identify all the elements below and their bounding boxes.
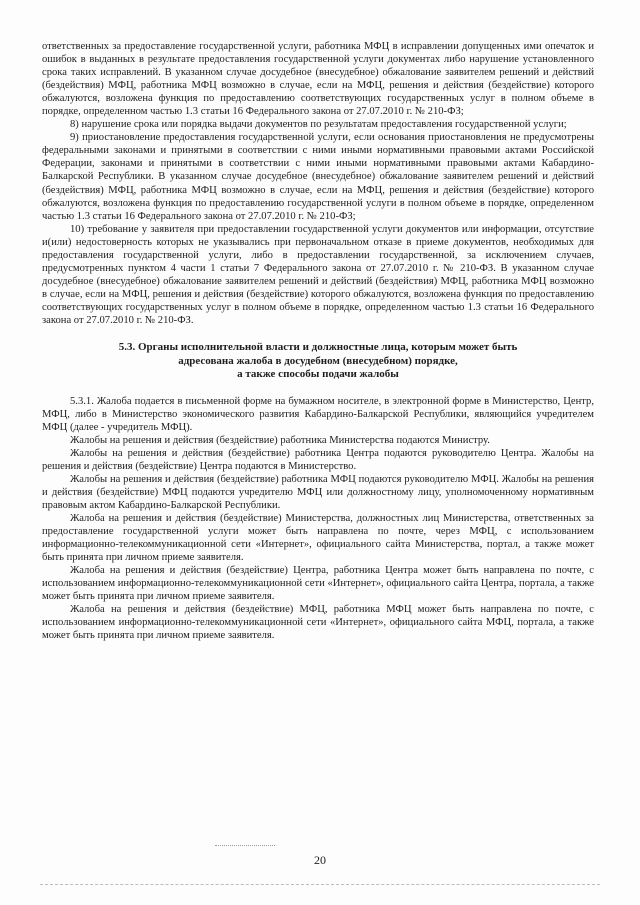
- page-number: 20: [314, 853, 326, 867]
- paragraph-5-3-1: 5.3.1. Жалоба подается в письменной форме на бумажном носителе, в электронной форме в Министерство, Центр, МФЦ, либо в Министерство экономического развития Кабардино-Балкарской Республики, являющийся учредителем МФЦ (далее - учредитель МФЦ).: [42, 395, 594, 433]
- paragraph-continuation: ответственных за предоставление государственной услуги, работника МФЦ в исправлении допущенных ими опечаток и ошибок в выданных в результате предоставления государственной услуги документах либо нарушение установленного срока таких исправлений. В указанном случае досудебное (внесудебное) обжалование заявителем решений и действий (бездействия) МФЦ, работника МФЦ возможно в случае, если на МФЦ, решения и действия (бездействие) которого обжалуются, возложена функция по предоставлению соответствующих государственных услуг в полном объеме в порядке, определенном частью 1.3 статьи 16 Федерального закона от 27.07.2010 г. № 210-ФЗ;: [42, 41, 594, 118]
- scan-dotted-mark: [215, 845, 275, 846]
- paragraph-center-complaints: Жалобы на решения и действия (бездействие) работника Центра подаются руководителю Центра. Жалобы на решения и действия (бездействие) Центра подаются в Министерство.: [42, 447, 594, 472]
- paragraph-mfc-submission: Жалоба на решения и действия (бездействие) МФЦ, работника МФЦ может быть направлена по почте, с использованием информационно-телекоммуникационной сети «Интернет», официального сайта МФЦ, портала, а также может быть принята при личном приеме заявителя.: [42, 604, 594, 642]
- paragraph-item-8: 8) нарушение срока или порядка выдачи документов по результатам предоставления государственной услуги;: [70, 119, 567, 131]
- paragraph-ministry-complaints: Жалобы на решения и действия (бездействие) работника Министерства подаются Министру.: [70, 434, 490, 446]
- paragraph-ministry-submission: Жалоба на решения и действия (бездействие) Министерства, должностных лиц Министерства, ответственных за предоставление государственной услуги может быть направлена по почте, через МФЦ, с использованием информационно-телекоммуникационной сети «Интернет», официального сайта Министерства, портал, а также может быть принята при личном приеме заявителя.: [42, 512, 594, 564]
- section-heading-line-2: адресована жалоба в досудебном (внесудебном) порядке,: [178, 354, 458, 367]
- paragraph-item-9: 9) приостановление предоставления государственной услуги, если основания приостановления не предусмотрены федеральными законами и принятыми в соответствии с ними иными нормативными правовыми актами Российской Федерации, законами и принятыми в соответствии с ними иными нормативными правовыми актами Кабардино-Балкарской Республики. В указанном случае досудебное (внесудебное) обжалование заявителем решений и действий (бездействия) МФЦ, работника МФЦ возможно в случае, если на МФЦ, решения и действия (бездействие) которого обжалуются, возложена функция по предоставлению государственной услуги в полном объеме в порядке, определенном частью 1.3 статьи 16 Федерального закона от 27.07.2010 г. № 210-ФЗ;: [42, 132, 594, 222]
- paragraph-item-10: 10) требование у заявителя при предоставлении государственной услуги документов или информации, отсутствие и(или) недостоверность которых не указывались при первоначальном отказе в приеме документов, необходимых для предоставления государственной услуги, либо в предоставлении государственной, за исключением случаев, предусмотренных пунктом 4 части 1 статьи 7 Федерального закона от 27.07.2010 г. № 210-ФЗ. В указанном случае досудебное (внесудебное) обжалование заявителем решений и действий (бездействия) МФЦ, работника МФЦ возможно в случае, если на МФЦ, решения и действия (бездействие) которого обжалуются, возложена функция по предоставлению соответствующих государственных услуг в полном объеме в порядке, определенном частью 1.3 статьи 16 Федерального закона от 27.07.2010 г. № 210-ФЗ.: [42, 223, 594, 326]
- paragraph-center-submission: Жалоба на решения и действия (бездействие) Центра, работника Центра может быть направлена по почте, с использованием информационно-телекоммуникационной сети «Интернет», официального сайта Центра, портала, а также может быть принята при личном приеме заявителя.: [42, 565, 594, 603]
- paragraph-mfc-complaints: Жалобы на решения и действия (бездействие) работника МФЦ подаются руководителю МФЦ. Жалобы на решения и действия (бездействие) МФЦ подаются учредителю МФЦ или должностному лицу, уполномоченному нормативным правовым актом Кабардино-Балкарской Республики.: [42, 473, 594, 511]
- scan-bottom-edge: [40, 884, 600, 885]
- section-heading-line-1: 5.3. Органы исполнительной власти и должностные лица, которым может быть: [118, 341, 518, 354]
- section-heading: [62, 341, 574, 382]
- document-body: [42, 40, 594, 642]
- section-heading-line-3: а также способы подачи жалобы: [237, 368, 399, 381]
